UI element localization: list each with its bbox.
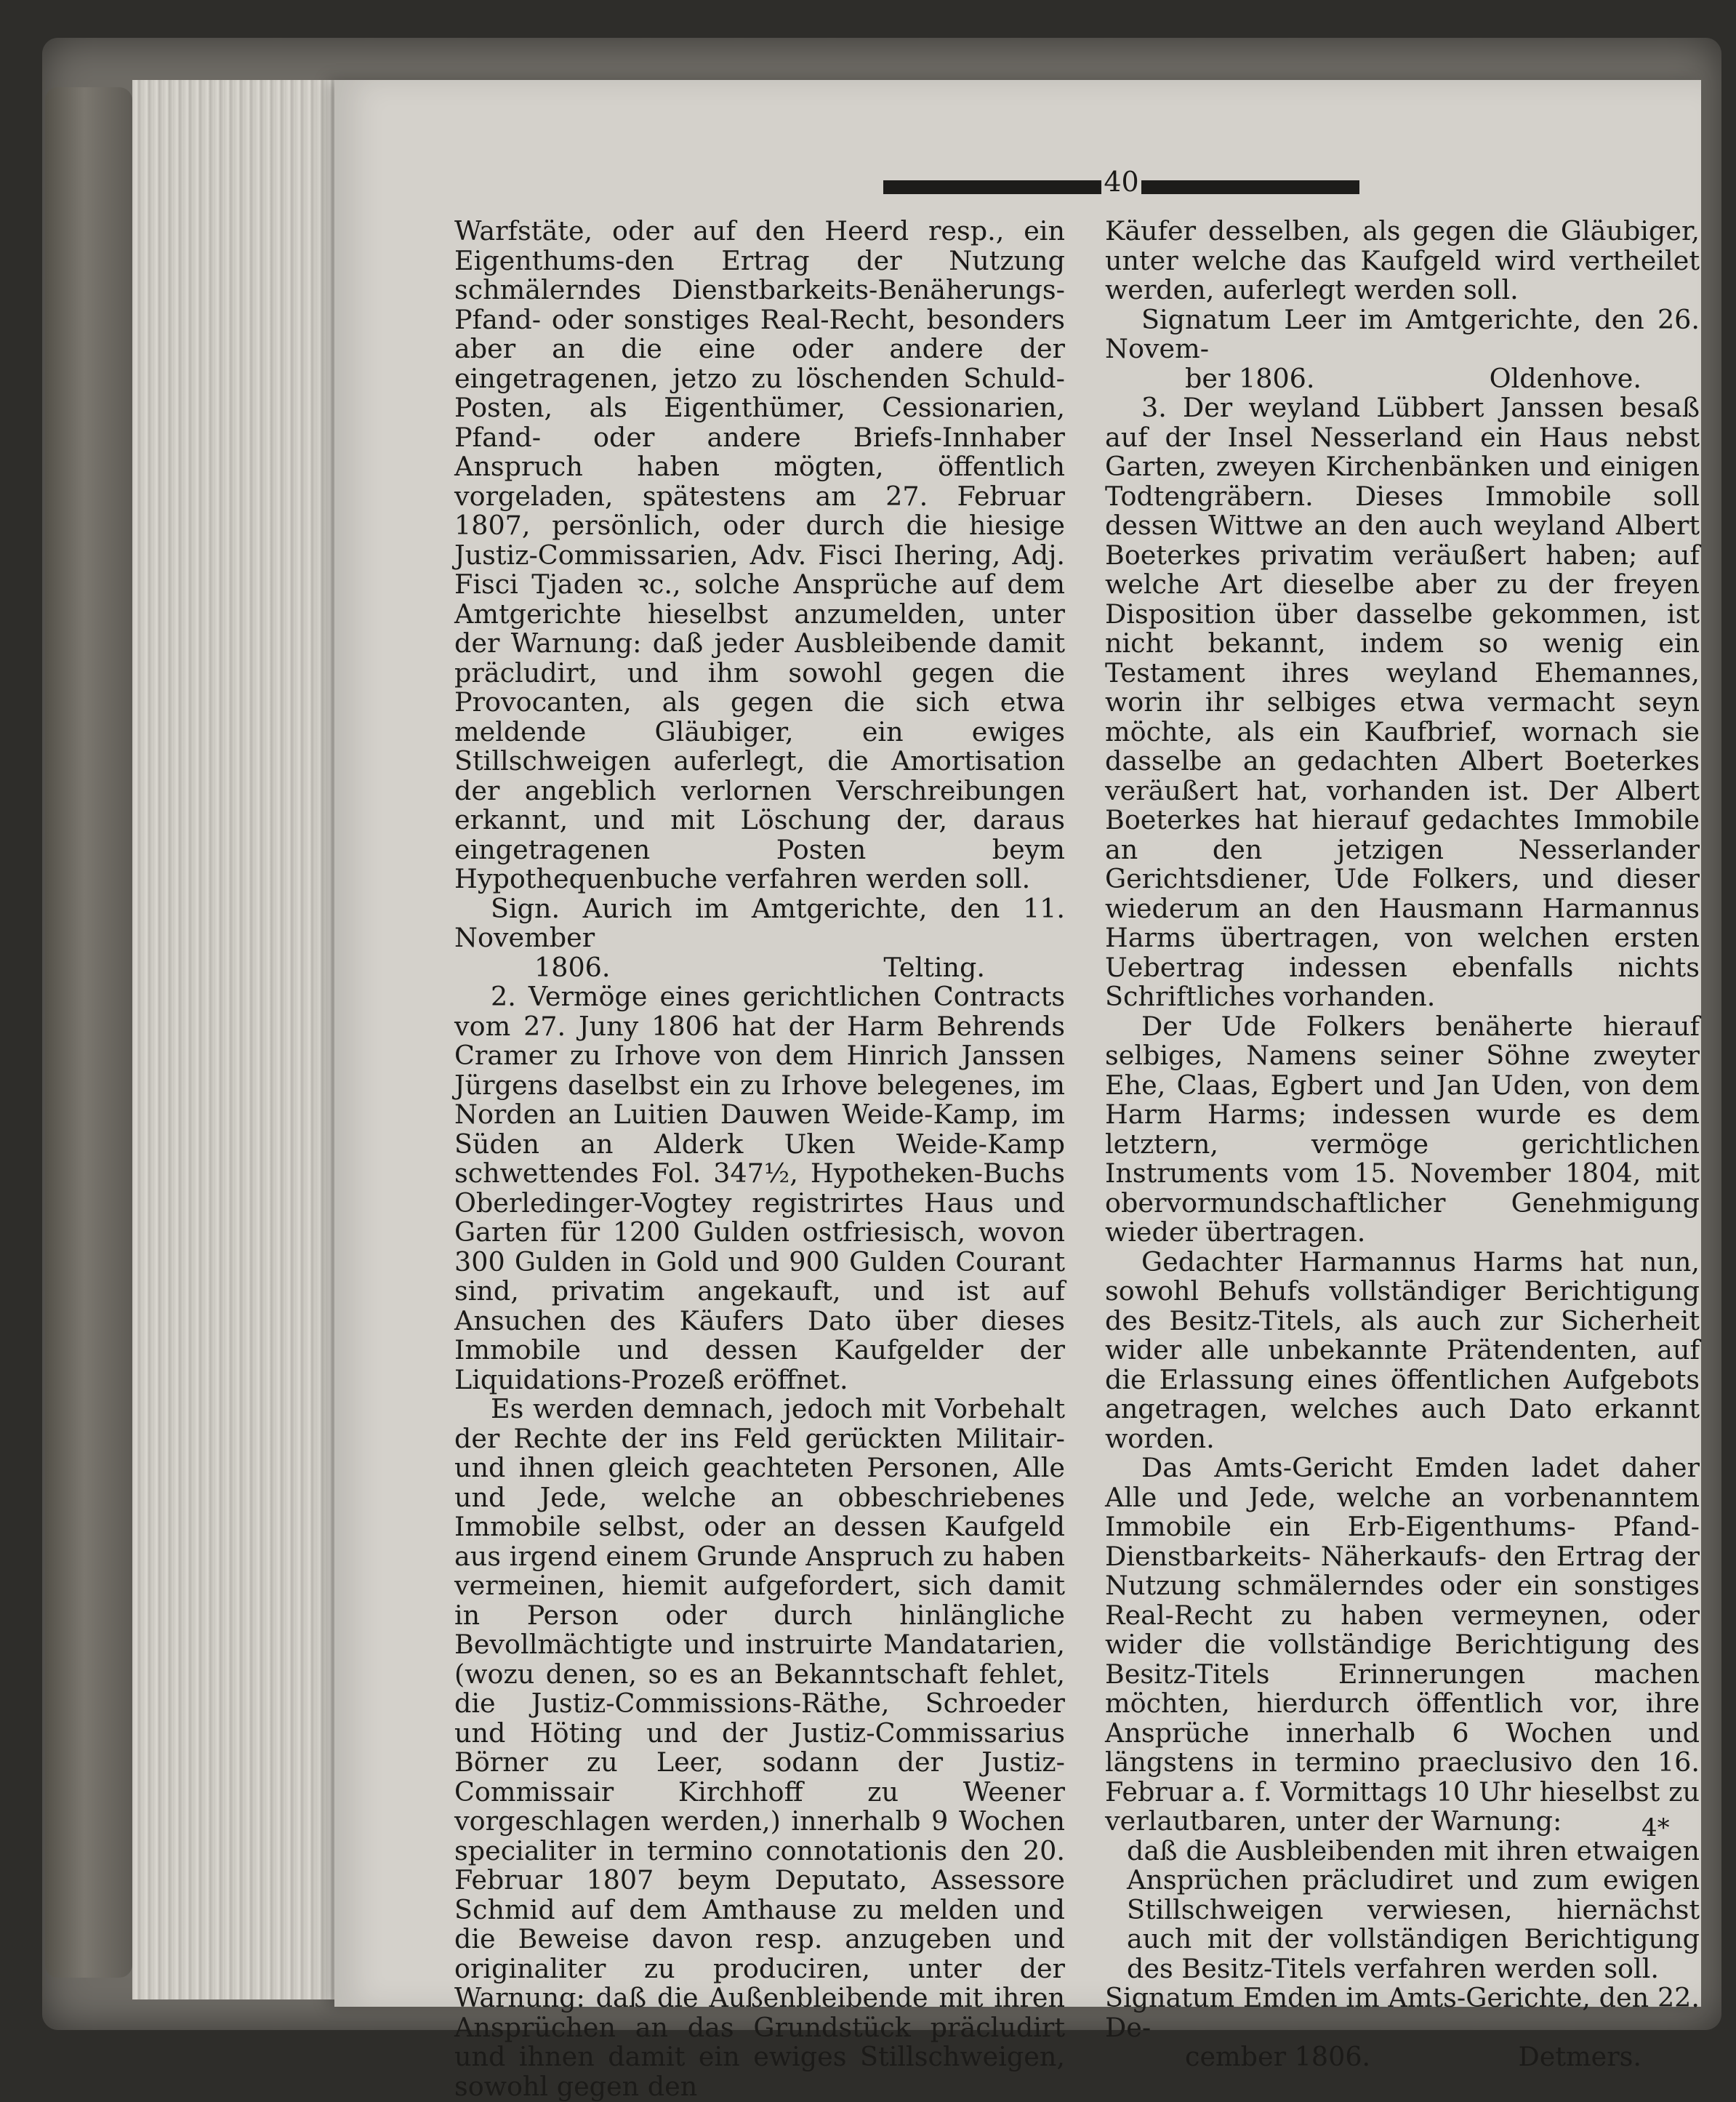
worn-spine: [45, 87, 132, 1978]
right-signature-date-2: cember 1806.: [1185, 2041, 1371, 2072]
left-signature-date-line: [454, 953, 1065, 983]
header-rule-left: [883, 180, 1101, 194]
page-edges: [132, 80, 350, 1999]
right-signature-line: Signatum Leer im Amtgerichte, den 26. Novem-: [1105, 303, 1700, 364]
warning-block: [1105, 1834, 1700, 1984]
page-header: [883, 166, 1697, 205]
left-signature-date: 1806.: [534, 951, 611, 983]
warning-text: daß die Ausbleibenden mit ihren etwaigen Ansprüchen präcludiret und zum ewigen Stillschweigen verwiesen, hiernächst auch mit der vollständigen Berichtigung des Besitz-Titels verfahren werden soll.: [1127, 1834, 1700, 1984]
left-column: [454, 217, 1065, 2101]
left-signature-name: Telting.: [883, 951, 985, 983]
right-signature-date-line-2: [1105, 2042, 1700, 2072]
right-signature-name: Oldenhove.: [1489, 362, 1641, 394]
right-signature-name-2: Detmers.: [1518, 2041, 1641, 2072]
right-signature-date-line: [1105, 364, 1700, 394]
right-paragraph-5: Das Amts-Gericht Emden ladet daher Alle und Jede, welche an vorbenanntem Immobile ein Erb-Eigenthums- Pfand- Dienstbarkeits- Näherkaufs- den Ertrag der Nutzung schmälerndes oder ein sonstiges Real-Recht zu haben vermeynen, oder wider die vollständige Berichtigung des Besitz-Titels Erinnerungen machen möchten, hierdurch öffentlich vor, ihre Ansprüche innerhalb 6 Wochen und längstens in termino praeclusivo den 16. Februar a. f. Vormittags 10 Uhr hieselbst zu verlautbaren, unter der Warnung:: [1105, 1452, 1700, 1837]
left-paragraph-2: 2. Vermöge eines gerichtlichen Contracts vom 27. Juny 1806 hat der Harm Behrends Cramer zu Irhove von dem Hinrich Janssen Jürgens daselbst ein zu Irhove belegenes, im Norden an Luitien Dauwen Weide-Kamp, im Süden an Alderk Uken Weide-Kamp schwettendes Fol. 347½, Hypotheken-Buchs Oberledinger-Vogtey registrirtes Haus und Garten für 1200 Gulden ostfriesisch, wovon 300 Gulden in Gold und 900 Gulden Courant sind, privatim angekauft, und ist auf Ansuchen des Käufers Dato über dieses Immobile und dessen Kaufgelder der Liquidations-Prozeß eröffnet.: [454, 981, 1065, 1395]
right-intro-paragraph: Käufer desselben, als gegen die Gläubiger, unter welche das Kaufgeld wird vertheilet werden, auferlegt werden soll.: [1105, 215, 1700, 305]
catchword: 4*: [1641, 1813, 1670, 1842]
right-paragraph-3: Der Ude Folkers benäherte hierauf selbiges, Namens seiner Söhne zweyter Ehe, Claas, Egbert und Jan Uden, von dem Harm Harms; indessen wurde es dem letztern, vermöge gerichtlichen Instruments vom 15. November 1804, mit obervormundschaftlicher Genehmigung wieder übertragen.: [1105, 1010, 1700, 1248]
page-number: 40: [1104, 166, 1139, 198]
left-signature-line: Sign. Aurich im Amtgerichte, den 11. November: [454, 892, 1065, 953]
header-rule-right: [1141, 180, 1359, 194]
right-signature-date: ber 1806.: [1185, 362, 1315, 394]
right-column: [1105, 217, 1700, 2072]
right-signature-line-2: Signatum Emden im Amts-Gerichte, den 22. De-: [1105, 1982, 1700, 2043]
right-paragraph-2: 3. Der weyland Lübbert Janssen besaß auf der Insel Nesserland ein Haus nebst Garten, zweyen Kirchenbänken und einigen Todtengräbern. Dieses Immobile soll dessen Wittwe an den auch weyland Albert Boeterkes privatim veräußert haben; auf welche Art dieselbe aber zu der freyen Disposition über dasselbe gekommen, ist nicht bekannt, indem so wenig ein Testament ihres weyland Ehemannes, worin ihr selbiges etwa vermacht seyn möchte, als ein Kaufbrief, wornach sie dasselbe an gedachten Albert Boeterkes veräußert hat, vorhanden ist. Der Albert Boeterkes hat hierauf gedachtes Immobile an den jetzigen Nesserlander Gerichtsdiener, Ude Folkers, und dieser wiederum an den Hausmann Harmannus Harms übertragen, von welchen ersten Uebertrag indessen ebenfalls nichts Schriftliches vorhanden.: [1105, 392, 1700, 1012]
left-paragraph-3: Es werden demnach, jedoch mit Vorbehalt der Rechte der ins Feld gerückten Militair- und ihnen gleich geachteten Personen, Alle und Jede, welche an obbeschriebenes Immobile selbst, oder an dessen Kaufgeld aus irgend einem Grunde Anspruch zu haben vermeinen, hiemit aufgefordert, sich damit in Person oder durch hinlängliche Bevollmächtigte und instruirte Mandatarien, (wozu denen, so es an Bekanntschaft fehlet, die Justiz-Commissions-Räthe, Schroeder und Höting und der Justiz-Commissarius Börner zu Leer, sodann der Justiz-Commissair Kirchhoff zu Weener vorgeschlagen werden,) innerhalb 9 Wochen specialiter in termino connotationis den 20. Februar 1807 beym Deputato, Assessore Schmid auf dem Amthause zu melden und die Beweise davon resp. anzugeben und originaliter zu produciren, unter der Warnung: daß die Außenbleibende mit ihren Ansprüchen an das Grundstück präcludirt und ihnen damit ein ewiges Stillschweigen, sowohl gegen den: [454, 1393, 1065, 2102]
right-paragraph-4: Gedachter Harmannus Harms hat nun, sowohl Behufs vollständiger Berichtigung des Besitz-Titels, als auch zur Sicherheit wider alle unbekannte Prätendenten, auf die Erlassung eines öffentlichen Aufgebots angetragen, welches auch Dato erkannt worden.: [1105, 1245, 1700, 1454]
left-intro-paragraph: Warfstäte, oder auf den Heerd resp., ein Eigenthums-den Ertrag der Nutzung schmälerndes Dienstbarkeits-Benäherungs-Pfand- oder sonstiges Real-Recht, besonders aber an die eine oder andere der eingetragenen, jetzo zu löschenden Schuld-Posten, als Eigenthümer, Cessionarien, Pfand- oder andere Briefs-Innhaber Anspruch haben mögten, öffentlich vorgeladen, spätestens am 27. Februar 1807, persönlich, oder durch die hiesige Justiz-Commissarien, Adv. Fisci Ihering, Adj. Fisci Tjaden ꝛc., solche Ansprüche auf dem Amtgerichte hieselbst anzumelden, unter der Warnung: daß jeder Ausbleibende damit präcludirt, und ihm sowohl gegen die Provocanten, als gegen die sich etwa meldende Gläubiger, ein ewiges Stillschweigen auferlegt, die Amortisation der angeblich verlornen Verschreibungen erkannt, und mit Löschung der, daraus eingetragenen Posten beym Hypothequenbuche verfahren werden soll.: [454, 215, 1065, 894]
